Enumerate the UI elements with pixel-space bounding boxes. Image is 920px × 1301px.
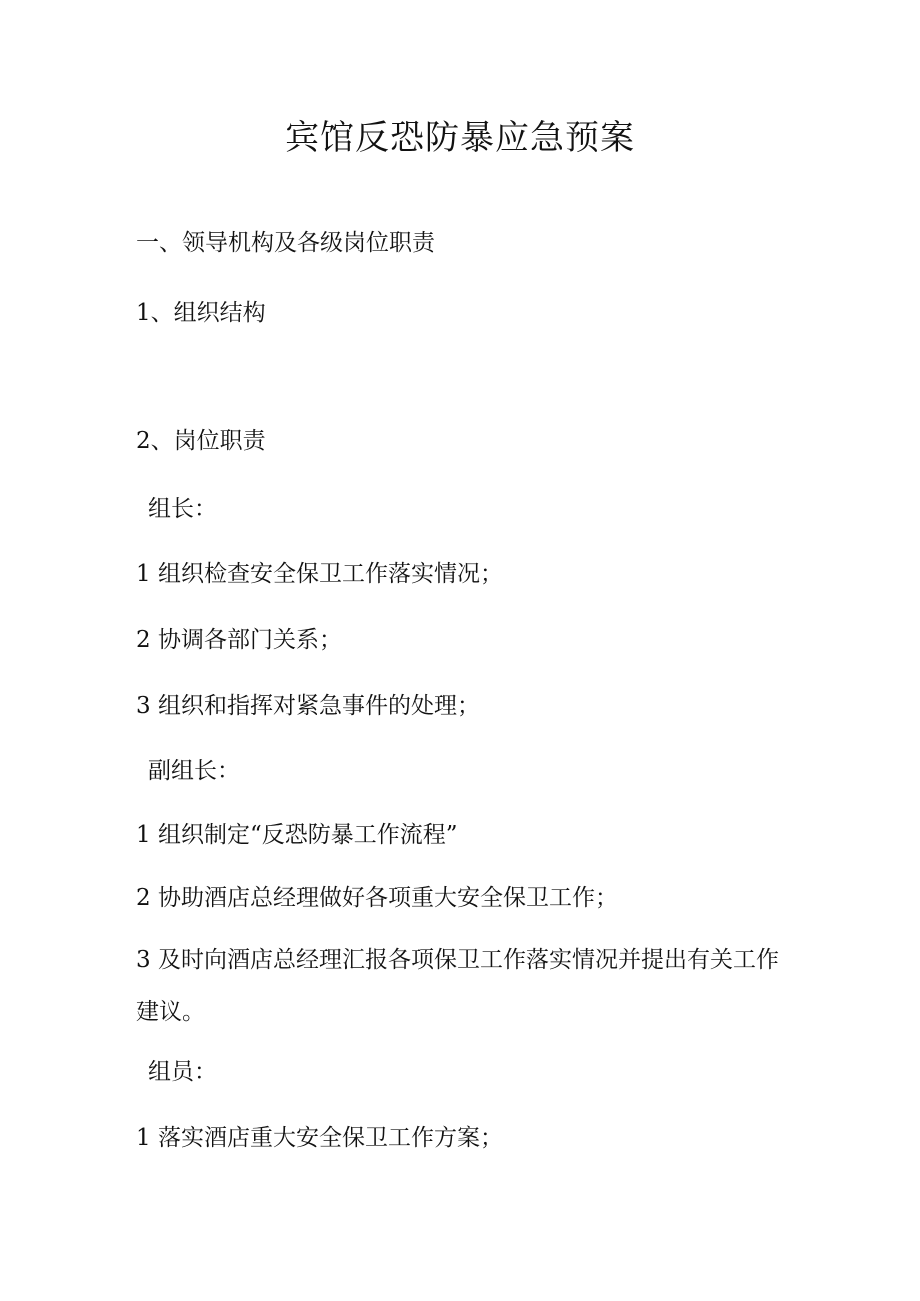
list-item: 1 落实酒店重大安全保卫工作方案； [136, 1125, 503, 1151]
list-item: 2 协调各部门关系； [136, 627, 342, 653]
section-heading: 一、领导机构及各级岗位职责 [136, 230, 435, 256]
list-item: 2 协助酒店总经理做好各项重大安全保卫工作； [136, 885, 618, 911]
role-label-members: 组员： [148, 1059, 217, 1085]
list-item: 1 组织制定“反恐防暴工作流程” [136, 822, 458, 848]
role-label-leader: 组长： [148, 496, 217, 522]
subsection-heading-structure: 1、组织结构 [136, 300, 266, 326]
list-item: 3 组织和指挥对紧急事件的处理； [136, 693, 480, 719]
subsection-heading-duties: 2、岗位职责 [136, 428, 266, 454]
document-title: 宾馆反恐防暴应急预案 [285, 118, 635, 158]
list-item: 3 及时向酒店总经理汇报各项保卫工作落实情况并提出有关工作建议。 [136, 947, 779, 1025]
role-label-deputy: 副组长： [148, 758, 240, 784]
list-item: 1 组织检查安全保卫工作落实情况； [136, 561, 503, 587]
